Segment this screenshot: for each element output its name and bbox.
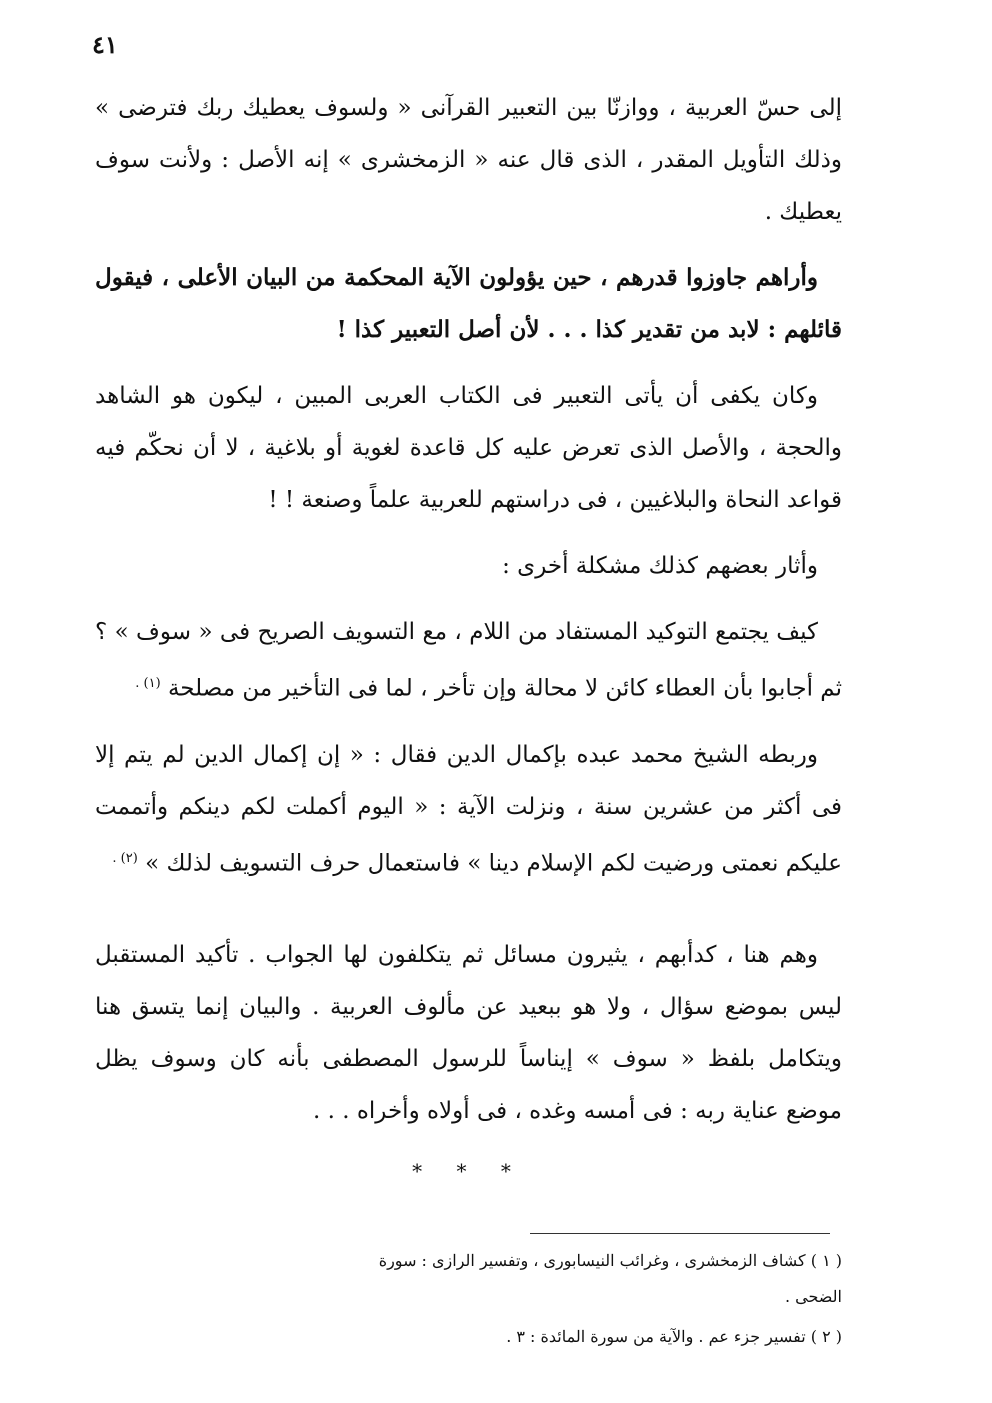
paragraph-2 [95,252,842,356]
footnote-ref-1: (١) . [135,676,161,691]
footnote-divider [530,1233,830,1234]
paragraph-3 [95,370,842,526]
page-number: ٤١ [92,30,118,59]
paragraph-4-text: وأثار بعضهم كذلك مشكلة أخرى : [502,553,818,579]
paragraph-7-text: وهم هنا ، كدأبهم ، يثيرون مسائل ثم يتكلفون لها الجواب . تأكيد المستقبل ليس بموضع سؤال ، ولا هو ببعيد عن مألوف العربية . والبيان إنما يتسق هنا ويتكامل بلفظ « سوف » إيناساً للرسول المصطفى بأنه كان وسوف يظل موضع عناية ربه : فى أمسه وغده ، فى أولاه وأخراه . . . [95,942,842,1125]
footnote-1: ( ١ ) كشاف الزمخشرى ، وغرائب النيسابورى ، وتفسير الرازى : سورة الضحى . [378,1251,842,1306]
paragraph-6 [95,729,842,890]
paragraph-5-text: كيف يجتمع التوكيد المستفاد من اللام ، مع التسويف الصريح فى « سوف » ؟ ثم أجابوا بأن العطاء كائن لا محالة وإن تأخر ، لما فى التأخير من مصلحة [95,619,842,702]
footnotes [360,1243,842,1359]
paragraph-3-text: وكان يكفى أن يأتى التعبير فى الكتاب العربى المبين ، ليكون هو الشاهد والحجة ، والأصل الذى تعرض عليه كل قاعدة لغوية أو بلاغية ، لا أن نحكّم فيه قواعد النحاة والبلاغيين ، فى دراستهم للعربية علماً وصنعة ! ! [95,383,842,513]
paragraph-7 [95,929,842,1137]
paragraph-5 [95,606,842,715]
paragraph-4 [95,540,842,592]
footnote-ref-2: (٢) . [112,850,138,866]
section-separator: * * * [412,1159,525,1184]
paragraph-1-text: إلى حسّ العربية ، ووازنّا بين التعبير القرآنى « ولسوف يعطيك ربك فترضى » وذلك التأويل المقدر ، الذى قال عنه « الزمخشرى » إنه الأصل : ولأنت سوف يعطيك . [95,95,843,225]
paragraph-1 [95,82,842,238]
paragraph-6-text: وربطه الشيخ محمد عبده بإكمال الدين فقال : « إن إكمال الدين لم يتم إلا فى أكثر من عشرين سنة ، ونزلت الآية : « اليوم أكملت لكم دينكم وأتممت عليكم نعمتى ورضيت لكم الإسلام دينا » فاستعمال حرف التسويف لذلك » [95,741,842,877]
footnote-2: ( ٢ ) تفسير جزء عم . والآية من سورة المائدة : ٣ . [506,1327,842,1346]
paragraph-2-text: وأراهم جاوزوا قدرهم ، حين يؤولون الآية المحكمة من البيان الأعلى ، فيقول قائلهم : لابد من تقدير كذا . . . لأن أصل التعبير كذا ! [95,264,842,343]
body-text [95,82,842,1191]
